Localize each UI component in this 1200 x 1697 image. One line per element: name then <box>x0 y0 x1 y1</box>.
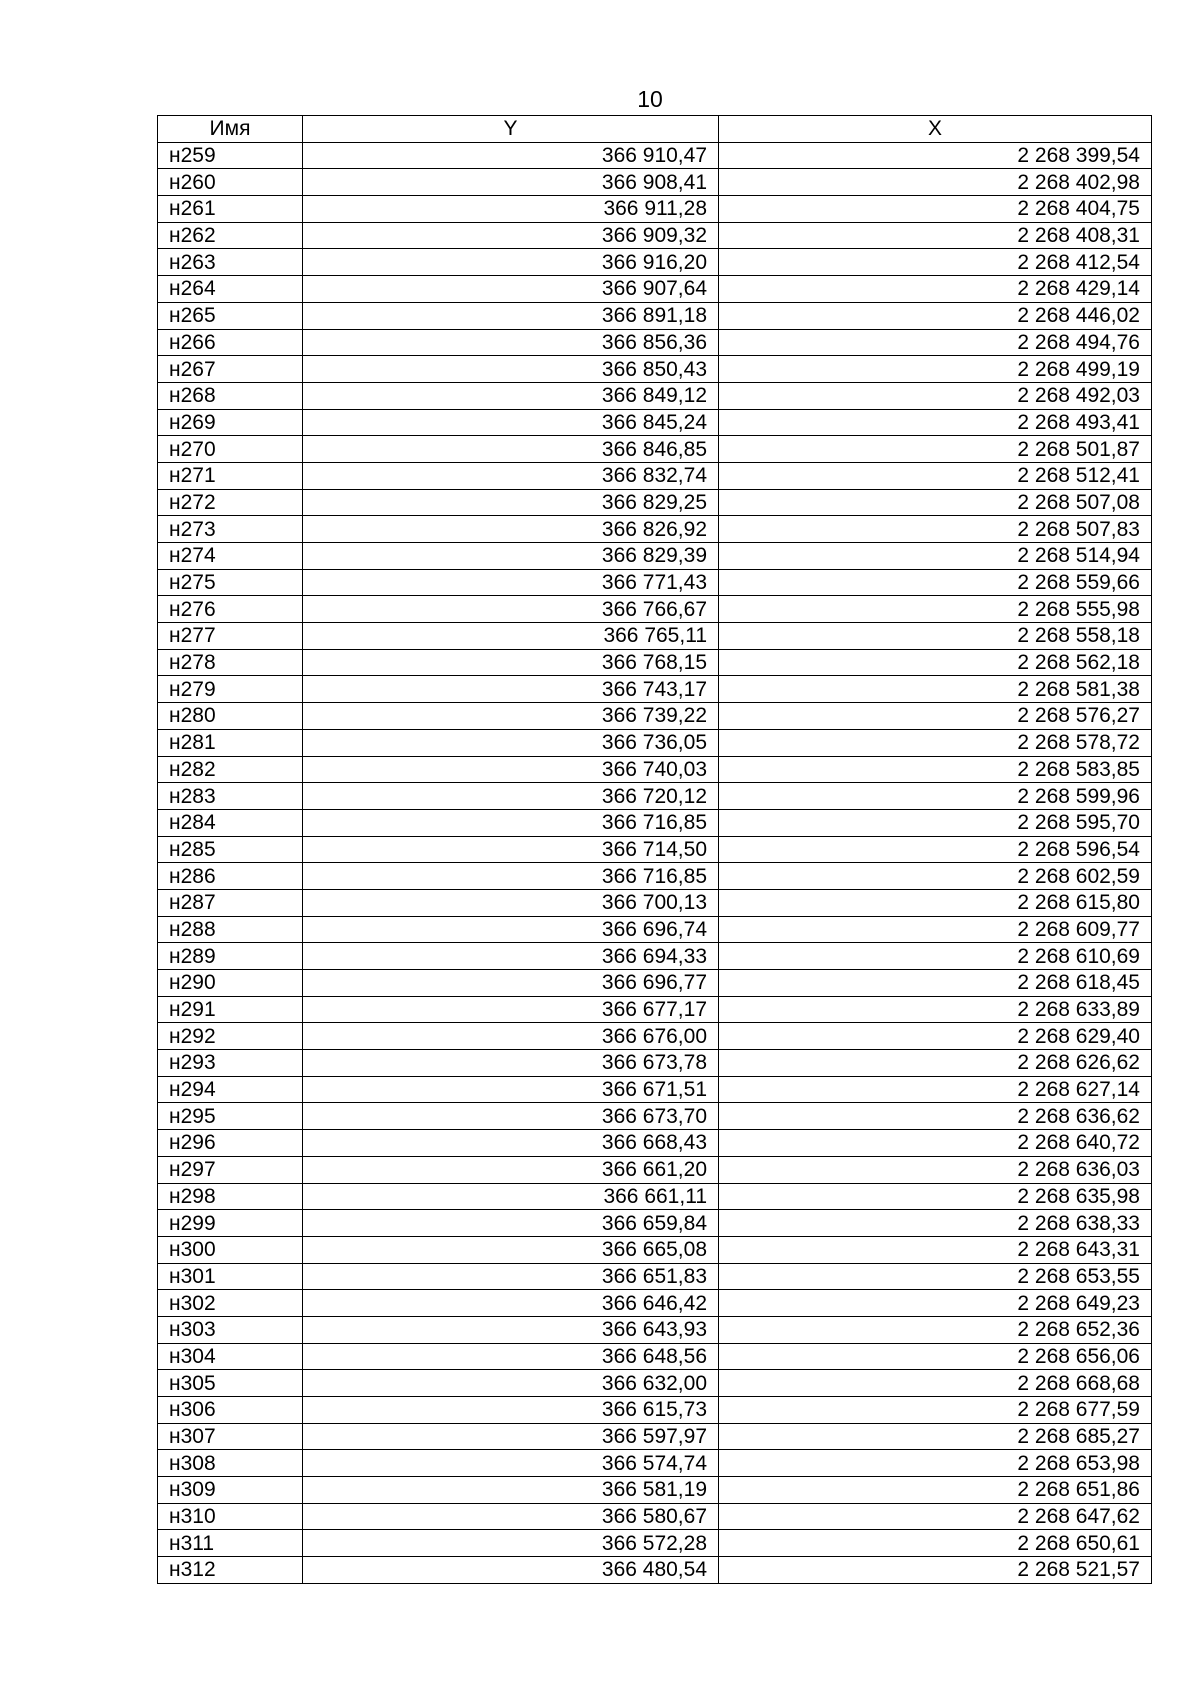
x-coordinate-cell: 2 268 562,18 <box>719 649 1152 676</box>
y-coordinate-cell: 366 891,18 <box>303 302 719 329</box>
table-row <box>158 1557 1152 1584</box>
y-coordinate-cell: 366 673,78 <box>303 1050 719 1077</box>
point-name-cell: н303 <box>158 1316 303 1343</box>
x-coordinate-cell: 2 268 521,57 <box>719 1557 1152 1584</box>
x-coordinate-cell: 2 268 633,89 <box>719 996 1152 1023</box>
column-header-name: Имя <box>158 116 303 143</box>
table-row <box>158 1103 1152 1130</box>
point-name-cell: н289 <box>158 943 303 970</box>
x-coordinate-cell: 2 268 636,62 <box>719 1103 1152 1130</box>
x-coordinate-cell: 2 268 677,59 <box>719 1397 1152 1424</box>
table-row <box>158 1290 1152 1317</box>
x-coordinate-cell: 2 268 581,38 <box>719 676 1152 703</box>
table-row <box>158 569 1152 596</box>
x-coordinate-cell: 2 268 555,98 <box>719 596 1152 623</box>
table-body <box>158 142 1152 1583</box>
x-coordinate-cell: 2 268 656,06 <box>719 1343 1152 1370</box>
point-name-cell: н305 <box>158 1370 303 1397</box>
x-coordinate-cell: 2 268 602,59 <box>719 863 1152 890</box>
y-coordinate-cell: 366 700,13 <box>303 889 719 916</box>
table-row <box>158 863 1152 890</box>
x-coordinate-cell: 2 268 512,41 <box>719 462 1152 489</box>
coordinates-table <box>157 115 1152 1584</box>
point-name-cell: н262 <box>158 222 303 249</box>
y-coordinate-cell: 366 856,36 <box>303 329 719 356</box>
table-header-row <box>158 116 1152 143</box>
y-coordinate-cell: 366 743,17 <box>303 676 719 703</box>
x-coordinate-cell: 2 268 596,54 <box>719 836 1152 863</box>
point-name-cell: н297 <box>158 1156 303 1183</box>
table-row <box>158 1210 1152 1237</box>
point-name-cell: н280 <box>158 703 303 730</box>
table-row <box>158 1023 1152 1050</box>
table-row <box>158 249 1152 276</box>
point-name-cell: н286 <box>158 863 303 890</box>
y-coordinate-cell: 366 829,25 <box>303 489 719 516</box>
table-row <box>158 836 1152 863</box>
y-coordinate-cell: 366 850,43 <box>303 356 719 383</box>
y-coordinate-cell: 366 714,50 <box>303 836 719 863</box>
point-name-cell: н307 <box>158 1423 303 1450</box>
table-row <box>158 543 1152 570</box>
table-row <box>158 169 1152 196</box>
x-coordinate-cell: 2 268 627,14 <box>719 1076 1152 1103</box>
table-row <box>158 1370 1152 1397</box>
y-coordinate-cell: 366 739,22 <box>303 703 719 730</box>
x-coordinate-cell: 2 268 412,54 <box>719 249 1152 276</box>
page-number: 10 <box>637 86 663 112</box>
point-name-cell: н295 <box>158 1103 303 1130</box>
point-name-cell: н308 <box>158 1450 303 1477</box>
table-row <box>158 649 1152 676</box>
table-row <box>158 916 1152 943</box>
x-coordinate-cell: 2 268 618,45 <box>719 970 1152 997</box>
point-name-cell: н293 <box>158 1050 303 1077</box>
table-row <box>158 729 1152 756</box>
point-name-cell: н264 <box>158 276 303 303</box>
point-name-cell: н272 <box>158 489 303 516</box>
table-row <box>158 1263 1152 1290</box>
y-coordinate-cell: 366 765,11 <box>303 623 719 650</box>
y-coordinate-cell: 366 671,51 <box>303 1076 719 1103</box>
y-coordinate-cell: 366 766,67 <box>303 596 719 623</box>
x-coordinate-cell: 2 268 609,77 <box>719 916 1152 943</box>
y-coordinate-cell: 366 615,73 <box>303 1397 719 1424</box>
y-coordinate-cell: 366 651,83 <box>303 1263 719 1290</box>
y-coordinate-cell: 366 480,54 <box>303 1557 719 1584</box>
x-coordinate-cell: 2 268 595,70 <box>719 809 1152 836</box>
y-coordinate-cell: 366 696,74 <box>303 916 719 943</box>
table-row <box>158 1076 1152 1103</box>
x-coordinate-cell: 2 268 653,98 <box>719 1450 1152 1477</box>
point-name-cell: н312 <box>158 1557 303 1584</box>
table-row <box>158 462 1152 489</box>
y-coordinate-cell: 366 665,08 <box>303 1236 719 1263</box>
point-name-cell: н275 <box>158 569 303 596</box>
table-row <box>158 783 1152 810</box>
y-coordinate-cell: 366 829,39 <box>303 543 719 570</box>
point-name-cell: н291 <box>158 996 303 1023</box>
point-name-cell: н263 <box>158 249 303 276</box>
column-header-y: Y <box>303 116 719 143</box>
x-coordinate-cell: 2 268 626,62 <box>719 1050 1152 1077</box>
x-coordinate-cell: 2 268 404,75 <box>719 196 1152 223</box>
table-row <box>158 1423 1152 1450</box>
x-coordinate-cell: 2 268 652,36 <box>719 1316 1152 1343</box>
point-name-cell: н287 <box>158 889 303 916</box>
table-row <box>158 596 1152 623</box>
y-coordinate-cell: 366 572,28 <box>303 1530 719 1557</box>
x-coordinate-cell: 2 268 492,03 <box>719 382 1152 409</box>
table-row <box>158 1450 1152 1477</box>
y-coordinate-cell: 366 661,20 <box>303 1156 719 1183</box>
point-name-cell: н304 <box>158 1343 303 1370</box>
table-row <box>158 1236 1152 1263</box>
x-coordinate-cell: 2 268 576,27 <box>719 703 1152 730</box>
x-coordinate-cell: 2 268 649,23 <box>719 1290 1152 1317</box>
y-coordinate-cell: 366 740,03 <box>303 756 719 783</box>
point-name-cell: н265 <box>158 302 303 329</box>
y-coordinate-cell: 366 910,47 <box>303 142 719 169</box>
y-coordinate-cell: 366 646,42 <box>303 1290 719 1317</box>
table-row <box>158 222 1152 249</box>
table-row <box>158 809 1152 836</box>
y-coordinate-cell: 366 916,20 <box>303 249 719 276</box>
point-name-cell: н290 <box>158 970 303 997</box>
table-row <box>158 356 1152 383</box>
x-coordinate-cell: 2 268 615,80 <box>719 889 1152 916</box>
point-name-cell: н296 <box>158 1130 303 1157</box>
point-name-cell: н259 <box>158 142 303 169</box>
point-name-cell: н276 <box>158 596 303 623</box>
table-row <box>158 1050 1152 1077</box>
table-row <box>158 1316 1152 1343</box>
y-coordinate-cell: 366 771,43 <box>303 569 719 596</box>
column-header-x: X <box>719 116 1152 143</box>
x-coordinate-cell: 2 268 638,33 <box>719 1210 1152 1237</box>
point-name-cell: н260 <box>158 169 303 196</box>
x-coordinate-cell: 2 268 507,08 <box>719 489 1152 516</box>
point-name-cell: н279 <box>158 676 303 703</box>
table-row <box>158 1183 1152 1210</box>
table-row <box>158 196 1152 223</box>
x-coordinate-cell: 2 268 507,83 <box>719 516 1152 543</box>
x-coordinate-cell: 2 268 685,27 <box>719 1423 1152 1450</box>
x-coordinate-cell: 2 268 650,61 <box>719 1530 1152 1557</box>
y-coordinate-cell: 366 846,85 <box>303 436 719 463</box>
x-coordinate-cell: 2 268 653,55 <box>719 1263 1152 1290</box>
point-name-cell: н300 <box>158 1236 303 1263</box>
y-coordinate-cell: 366 574,74 <box>303 1450 719 1477</box>
point-name-cell: н301 <box>158 1263 303 1290</box>
point-name-cell: н267 <box>158 356 303 383</box>
table-row <box>158 489 1152 516</box>
y-coordinate-cell: 366 673,70 <box>303 1103 719 1130</box>
table-row <box>158 889 1152 916</box>
table-row <box>158 1130 1152 1157</box>
x-coordinate-cell: 2 268 640,72 <box>719 1130 1152 1157</box>
table-row <box>158 1477 1152 1504</box>
point-name-cell: н311 <box>158 1530 303 1557</box>
point-name-cell: н266 <box>158 329 303 356</box>
x-coordinate-cell: 2 268 668,68 <box>719 1370 1152 1397</box>
x-coordinate-cell: 2 268 429,14 <box>719 276 1152 303</box>
x-coordinate-cell: 2 268 501,87 <box>719 436 1152 463</box>
point-name-cell: н299 <box>158 1210 303 1237</box>
x-coordinate-cell: 2 268 578,72 <box>719 729 1152 756</box>
y-coordinate-cell: 366 911,28 <box>303 196 719 223</box>
table-row <box>158 1397 1152 1424</box>
y-coordinate-cell: 366 720,12 <box>303 783 719 810</box>
x-coordinate-cell: 2 268 493,41 <box>719 409 1152 436</box>
x-coordinate-cell: 2 268 559,66 <box>719 569 1152 596</box>
table-row <box>158 1156 1152 1183</box>
y-coordinate-cell: 366 832,74 <box>303 462 719 489</box>
table-row <box>158 329 1152 356</box>
table-row <box>158 1343 1152 1370</box>
table-row <box>158 382 1152 409</box>
y-coordinate-cell: 366 736,05 <box>303 729 719 756</box>
x-coordinate-cell: 2 268 514,94 <box>719 543 1152 570</box>
table-row <box>158 276 1152 303</box>
x-coordinate-cell: 2 268 408,31 <box>719 222 1152 249</box>
x-coordinate-cell: 2 268 629,40 <box>719 1023 1152 1050</box>
x-coordinate-cell: 2 268 499,19 <box>719 356 1152 383</box>
y-coordinate-cell: 366 677,17 <box>303 996 719 1023</box>
table-row <box>158 1503 1152 1530</box>
y-coordinate-cell: 366 716,85 <box>303 809 719 836</box>
point-name-cell: н269 <box>158 409 303 436</box>
y-coordinate-cell: 366 909,32 <box>303 222 719 249</box>
y-coordinate-cell: 366 845,24 <box>303 409 719 436</box>
point-name-cell: н294 <box>158 1076 303 1103</box>
point-name-cell: н302 <box>158 1290 303 1317</box>
table-row <box>158 1530 1152 1557</box>
y-coordinate-cell: 366 668,43 <box>303 1130 719 1157</box>
point-name-cell: н306 <box>158 1397 303 1424</box>
point-name-cell: н283 <box>158 783 303 810</box>
point-name-cell: н268 <box>158 382 303 409</box>
x-coordinate-cell: 2 268 399,54 <box>719 142 1152 169</box>
y-coordinate-cell: 366 659,84 <box>303 1210 719 1237</box>
y-coordinate-cell: 366 661,11 <box>303 1183 719 1210</box>
table-row <box>158 409 1152 436</box>
point-name-cell: н273 <box>158 516 303 543</box>
table-row <box>158 676 1152 703</box>
table-row <box>158 996 1152 1023</box>
point-name-cell: н310 <box>158 1503 303 1530</box>
y-coordinate-cell: 366 849,12 <box>303 382 719 409</box>
y-coordinate-cell: 366 908,41 <box>303 169 719 196</box>
point-name-cell: н285 <box>158 836 303 863</box>
y-coordinate-cell: 366 696,77 <box>303 970 719 997</box>
y-coordinate-cell: 366 632,00 <box>303 1370 719 1397</box>
point-name-cell: н277 <box>158 623 303 650</box>
x-coordinate-cell: 2 268 647,62 <box>719 1503 1152 1530</box>
table-row <box>158 943 1152 970</box>
y-coordinate-cell: 366 676,00 <box>303 1023 719 1050</box>
y-coordinate-cell: 366 597,97 <box>303 1423 719 1450</box>
x-coordinate-cell: 2 268 643,31 <box>719 1236 1152 1263</box>
point-name-cell: н282 <box>158 756 303 783</box>
y-coordinate-cell: 366 907,64 <box>303 276 719 303</box>
y-coordinate-cell: 366 694,33 <box>303 943 719 970</box>
x-coordinate-cell: 2 268 635,98 <box>719 1183 1152 1210</box>
point-name-cell: н309 <box>158 1477 303 1504</box>
point-name-cell: н261 <box>158 196 303 223</box>
point-name-cell: н298 <box>158 1183 303 1210</box>
point-name-cell: н281 <box>158 729 303 756</box>
table-row <box>158 756 1152 783</box>
table-row <box>158 623 1152 650</box>
x-coordinate-cell: 2 268 558,18 <box>719 623 1152 650</box>
table-row <box>158 302 1152 329</box>
x-coordinate-cell: 2 268 610,69 <box>719 943 1152 970</box>
table-row <box>158 142 1152 169</box>
y-coordinate-cell: 366 768,15 <box>303 649 719 676</box>
x-coordinate-cell: 2 268 494,76 <box>719 329 1152 356</box>
point-name-cell: н274 <box>158 543 303 570</box>
x-coordinate-cell: 2 268 636,03 <box>719 1156 1152 1183</box>
y-coordinate-cell: 366 826,92 <box>303 516 719 543</box>
x-coordinate-cell: 2 268 583,85 <box>719 756 1152 783</box>
y-coordinate-cell: 366 580,67 <box>303 1503 719 1530</box>
x-coordinate-cell: 2 268 446,02 <box>719 302 1152 329</box>
x-coordinate-cell: 2 268 651,86 <box>719 1477 1152 1504</box>
table-row <box>158 703 1152 730</box>
point-name-cell: н278 <box>158 649 303 676</box>
point-name-cell: н292 <box>158 1023 303 1050</box>
y-coordinate-cell: 366 716,85 <box>303 863 719 890</box>
point-name-cell: н288 <box>158 916 303 943</box>
y-coordinate-cell: 366 581,19 <box>303 1477 719 1504</box>
x-coordinate-cell: 2 268 402,98 <box>719 169 1152 196</box>
y-coordinate-cell: 366 648,56 <box>303 1343 719 1370</box>
table-row <box>158 970 1152 997</box>
point-name-cell: н270 <box>158 436 303 463</box>
point-name-cell: н284 <box>158 809 303 836</box>
point-name-cell: н271 <box>158 462 303 489</box>
x-coordinate-cell: 2 268 599,96 <box>719 783 1152 810</box>
table-row <box>158 436 1152 463</box>
table-row <box>158 516 1152 543</box>
y-coordinate-cell: 366 643,93 <box>303 1316 719 1343</box>
